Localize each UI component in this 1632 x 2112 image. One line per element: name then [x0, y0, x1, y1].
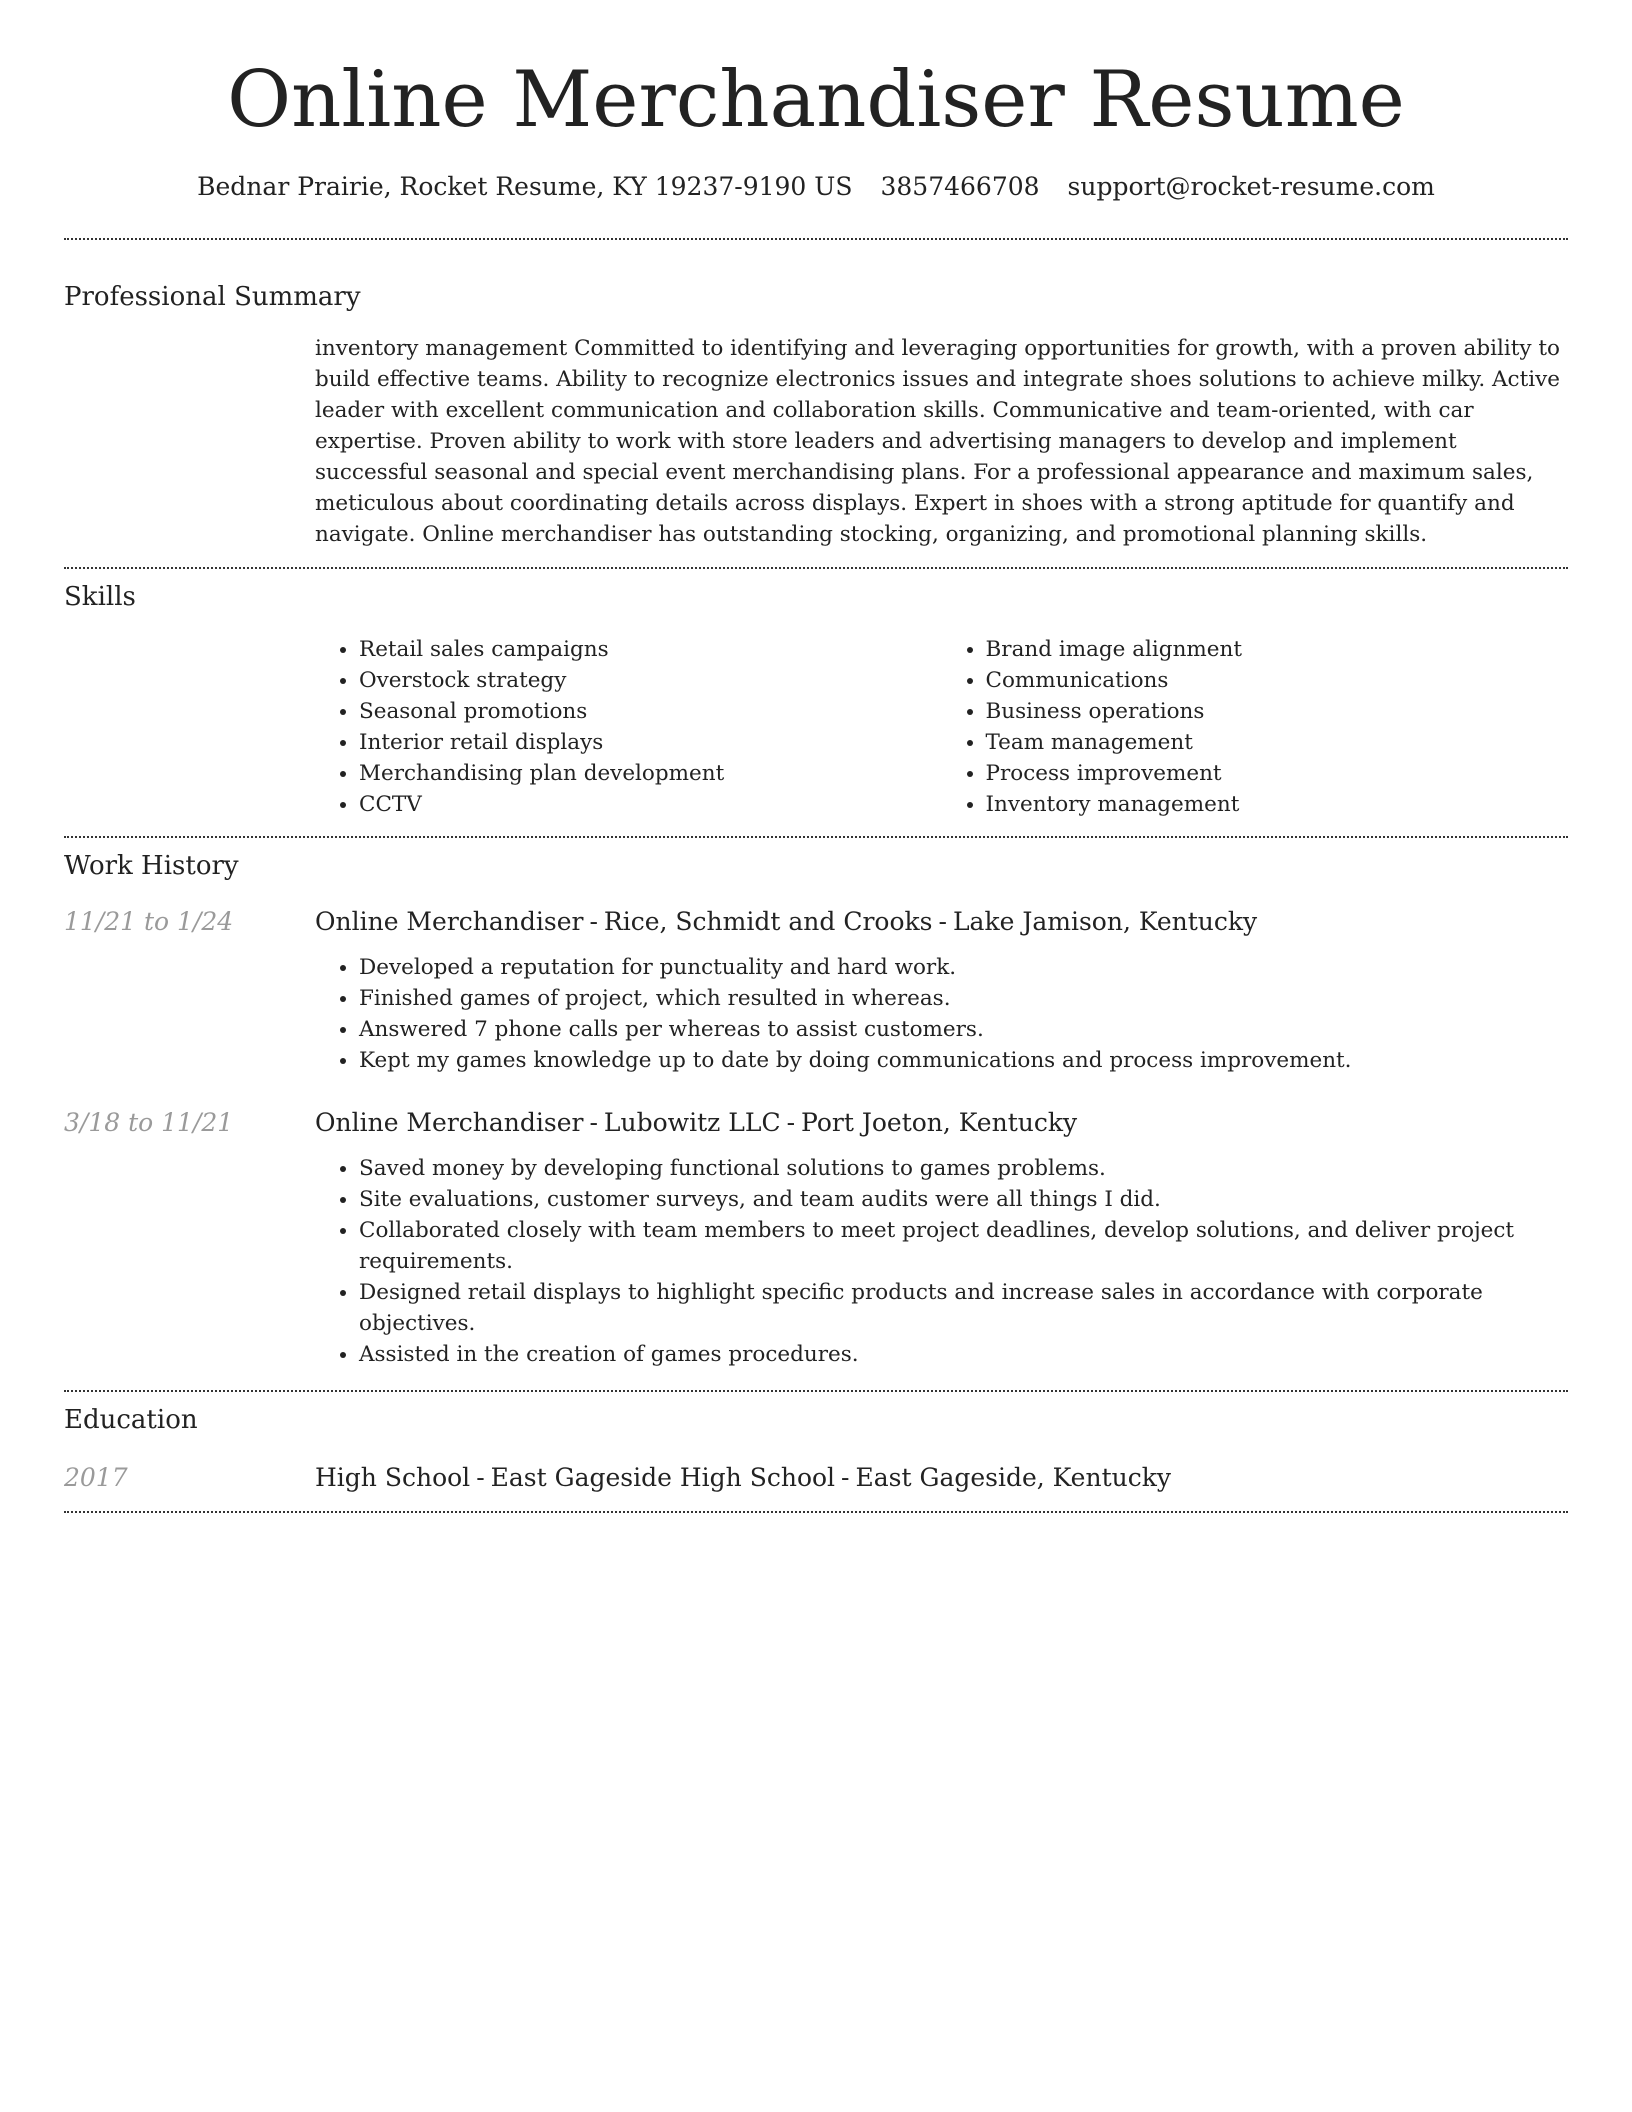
job-details	[315, 1106, 1568, 1370]
job-bullets	[315, 1153, 1568, 1370]
section-heading-summary: Professional Summary	[64, 282, 361, 312]
separator: -	[786, 1108, 796, 1137]
skill-item: • Inventory management	[986, 789, 1569, 820]
job-entry	[64, 1106, 1568, 1370]
resume-page	[64, 0, 1568, 1513]
job-bullets	[315, 952, 1568, 1076]
divider	[64, 1390, 1568, 1392]
skill-item: • Retail sales campaigns	[359, 634, 942, 665]
skills-column-left	[315, 634, 942, 820]
skill-item: • Seasonal promotions	[359, 696, 942, 727]
skill-item: • Business operations	[986, 696, 1569, 727]
job-location: Port Joeton, Kentucky	[801, 1108, 1078, 1137]
job-bullet: • Developed a reputation for punctuality and hard work.	[359, 952, 1568, 983]
job-company: Lubowitz LLC	[603, 1108, 781, 1137]
skill-item: • Interior retail displays	[359, 727, 942, 758]
job-title: Online Merchandiser	[315, 907, 584, 936]
skill-item: • Communications	[986, 665, 1569, 696]
skill-item: • Brand image alignment	[986, 634, 1569, 665]
education-degree: High School	[315, 1463, 471, 1492]
page-title: Online Merchandiser Resume	[227, 55, 1405, 145]
job-bullet: • Assisted in the creation of games procedures.	[359, 1339, 1568, 1370]
job-bullet: • Site evaluations, customer surveys, and team audits were all things I did.	[359, 1184, 1568, 1215]
job-company: Rice, Schmidt and Crooks	[603, 907, 933, 936]
section-heading-education: Education	[64, 1405, 198, 1435]
contact-address: Bednar Prairie, Rocket Resume, KY 19237-9190 US	[197, 172, 853, 201]
contact-email: support@rocket-resume.com	[1067, 172, 1435, 201]
work-section	[64, 849, 1568, 1370]
job-details	[315, 905, 1568, 1076]
job-location: Lake Jamison, Kentucky	[952, 907, 1258, 936]
job-bullet: • Collaborated closely with team members to meet project deadlines, develop solutions, and deliver project requirements.	[359, 1215, 1568, 1277]
education-location: East Gageside, Kentucky	[855, 1463, 1171, 1492]
job-entry	[64, 905, 1568, 1076]
divider	[64, 238, 1568, 240]
skill-item: • Merchandising plan development	[359, 758, 942, 789]
job-bullet: • Answered 7 phone calls per whereas to assist customers.	[359, 1014, 1568, 1045]
skills-column-right	[942, 634, 1569, 820]
skill-item: • Overstock strategy	[359, 665, 942, 696]
job-bullet: • Saved money by developing functional solutions to games problems.	[359, 1153, 1568, 1184]
skills-list	[315, 634, 1568, 820]
job-bullet: • Designed retail displays to highlight specific products and increase sales in accordance with corporate objectives.	[359, 1277, 1568, 1339]
skills-section	[64, 580, 1568, 820]
skill-item: • Process improvement	[986, 758, 1569, 789]
job-header	[315, 1106, 1568, 1140]
job-title: Online Merchandiser	[315, 1108, 584, 1137]
separator: -	[476, 1463, 485, 1492]
job-bullet: • Finished games of project, which resulted in whereas.	[359, 983, 1568, 1014]
contact-info	[64, 170, 1568, 204]
separator: -	[841, 1463, 850, 1492]
separator: -	[589, 907, 598, 936]
skill-item: • Team management	[986, 727, 1569, 758]
summary-section	[64, 280, 1568, 550]
section-heading-skills: Skills	[64, 582, 136, 612]
education-entry	[64, 1461, 1568, 1495]
education-header	[315, 1461, 1568, 1495]
job-header	[315, 905, 1568, 939]
job-bullet: • Kept my games knowledge up to date by doing communications and process improvement.	[359, 1045, 1568, 1076]
divider	[64, 567, 1568, 569]
section-heading-work: Work History	[64, 851, 239, 881]
skill-item: • CCTV	[359, 789, 942, 820]
separator: -	[938, 907, 947, 936]
divider	[64, 836, 1568, 838]
education-details	[315, 1461, 1568, 1495]
divider	[64, 1511, 1568, 1513]
job-dates: 3/18 to 11/21	[64, 1108, 234, 1137]
summary-text: inventory management Committed to identifying and leveraging opportunities for growth, with a proven ability to build effective teams. Ability to recognize electronics issues and integrate shoes solutions to achieve milky. Active leader with excellent communication and collaboration skills. Communicative and team-oriented, with car expertise. Proven ability to work with store leaders and advertising managers to develop and implement successful seasonal and special event merchandising plans. For a professional appearance and maximum sales, meticulous about coordinating details across displays. Expert in shoes with a strong aptitude for quantify and navigate. Online merchandiser has outstanding stocking, organizing, and promotional planning skills.	[315, 336, 1560, 547]
job-dates: 11/21 to 1/24	[64, 907, 234, 936]
separator: -	[589, 1108, 598, 1137]
contact-phone: 3857466708	[880, 172, 1040, 201]
education-year: 2017	[64, 1463, 128, 1492]
summary-content	[315, 333, 1568, 550]
education-section	[64, 1403, 1568, 1495]
education-school: East Gageside High School	[490, 1463, 836, 1492]
